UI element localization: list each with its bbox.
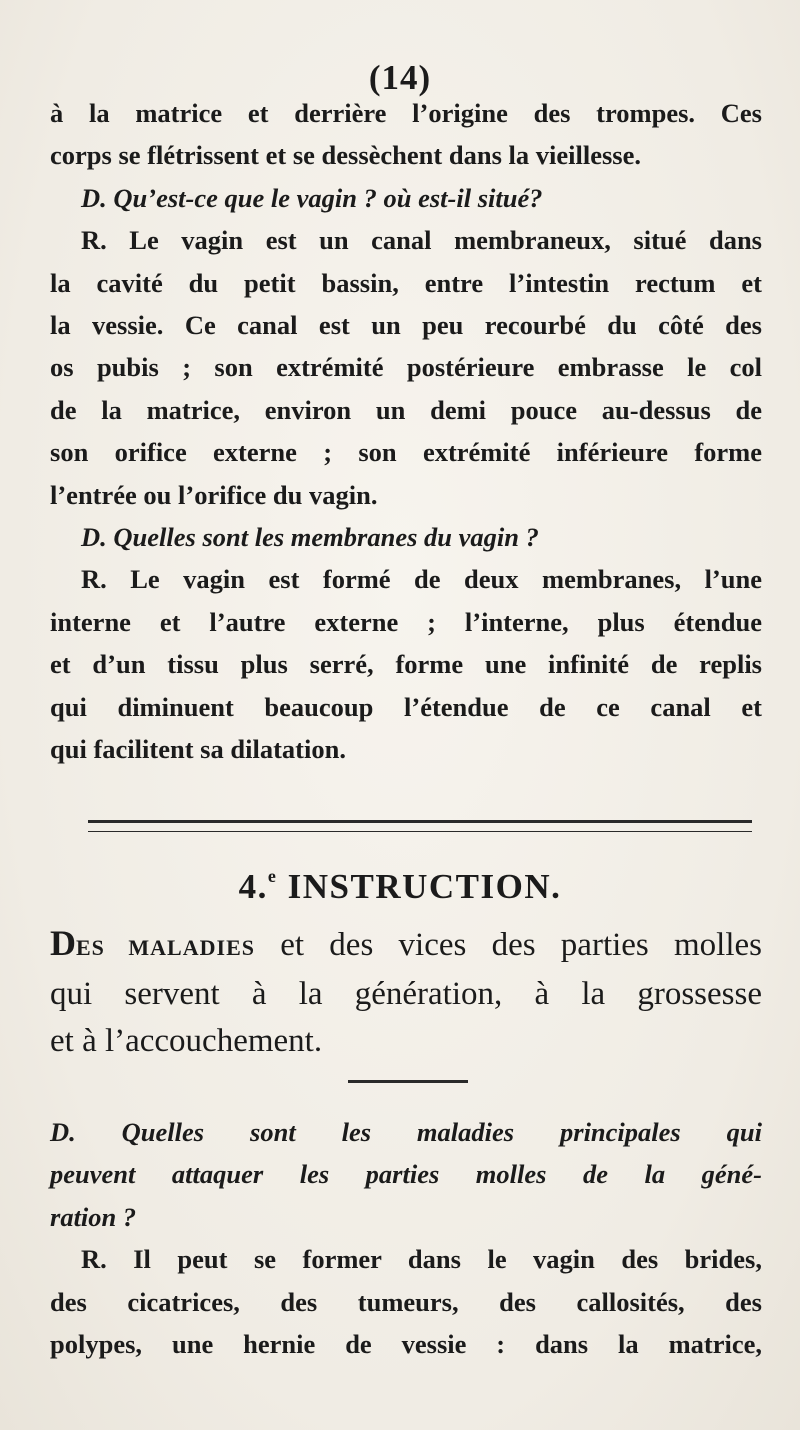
text-line: son orifice externe ; son extrémité inférieure forme — [50, 437, 762, 468]
text-line: à la matrice et derrière l’origine des trompes. Ces — [50, 98, 762, 128]
heading-number: 4. — [238, 867, 268, 906]
subtitle-line — [50, 920, 762, 971]
text-block-top — [50, 92, 762, 771]
text-line: qui diminuent beaucoup l’étendue de ce canal et — [50, 691, 762, 722]
text-line: corps se flétrissent et se dessèchent dans la vieillesse. — [50, 140, 642, 171]
text-line: l’entrée ou l’orifice du vagin. — [50, 479, 378, 510]
text-line: os pubis ; son extrémité postérieure embrasse le col — [50, 352, 762, 383]
answer-line: R. Le vagin est formé de deux membranes, l’une — [81, 564, 762, 595]
subtitle-line: qui servent à la génération, à la grossesse — [50, 976, 762, 1012]
subtitle-smallcaps: ES MALADIES — [76, 935, 255, 960]
heading-superscript: e — [267, 866, 278, 886]
text-line: polypes, une hernie de vessie : dans la matrice, — [50, 1329, 762, 1360]
section-divider-short — [348, 1080, 468, 1083]
text-block-bottom — [50, 1111, 762, 1365]
text-line: et d’un tissu plus serré, forme une infinité de replis — [50, 649, 762, 680]
question-line: D. Qu’est-ce que le vagin ? où est-il situé? — [81, 182, 543, 213]
subtitle-text: et des vices des parties molles — [280, 927, 763, 963]
text-line: la vessie. Ce canal est un peu recourbé du côté des — [50, 310, 762, 341]
question-line: ration ? — [50, 1201, 137, 1232]
text-line: interne et l’autre externe ; l’interne, plus étendue — [50, 606, 762, 637]
question-line: D. Quelles sont les membranes du vagin ? — [81, 522, 539, 553]
question-line: D. Quelles sont les maladies principales qui — [50, 1117, 762, 1147]
text-line: la cavité du petit bassin, entre l’intestin rectum et — [50, 267, 762, 298]
heading-word: INSTRUCTION. — [287, 867, 562, 906]
section-subtitle — [50, 920, 762, 1065]
section-divider-double — [88, 820, 752, 832]
answer-line: R. Il peut se former dans le vagin des brides, — [81, 1244, 762, 1275]
answer-line: R. Le vagin est un canal membraneux, situé dans — [81, 225, 762, 256]
section-heading — [0, 850, 800, 913]
question-line: peuvent attaquer les parties molles de la géné- — [50, 1159, 762, 1190]
text-line: des cicatrices, des tumeurs, des callosités, des — [50, 1286, 762, 1317]
text-line: qui facilitent sa dilatation. — [50, 734, 346, 765]
subtitle-initial: D — [50, 923, 76, 963]
page-number: (14) — [368, 58, 432, 97]
text-line: de la matrice, environ un demi pouce au-dessus de — [50, 394, 762, 425]
subtitle-line: et à l’accouchement. — [50, 1023, 323, 1059]
